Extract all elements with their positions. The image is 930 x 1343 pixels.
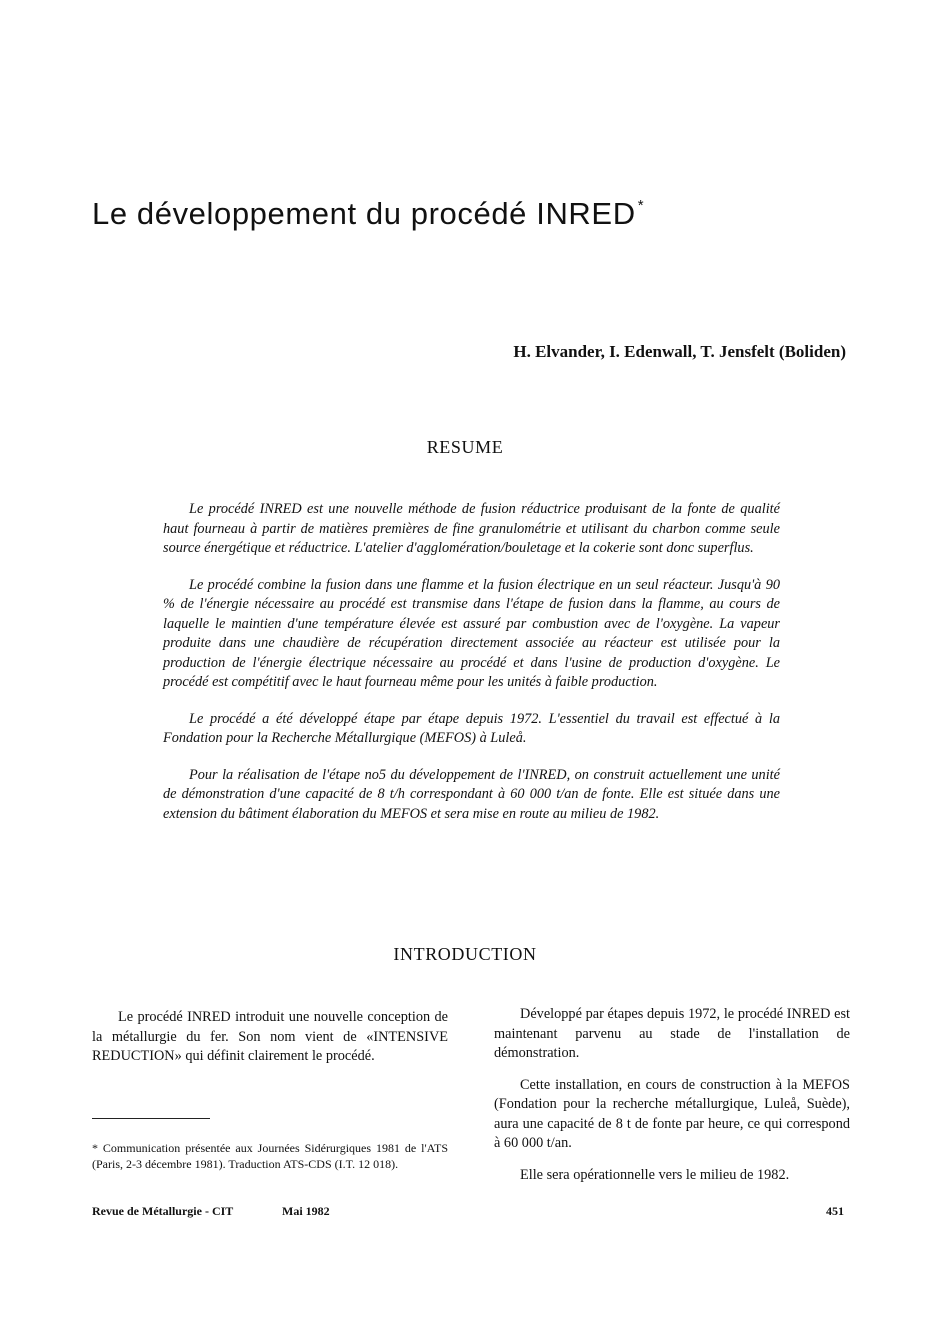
resume-paragraph: Le procédé combine la fusion dans une flamme et la fusion électrique en un seul réacteur. Jusqu'à 90 % de l'énergie nécessaire au procédé est transmise dans l'étape de fusion dans la flamme, au cours de laquelle le maintien d'une température élevée est assuré par combustion avec de l'oxygène. La vapeur produite dans une chaudière de récupération directement associée au réacteur est utilisée pour la production de l'énergie électrique nécessaire au procédé et dans l'usine de production d'oxygène. Le procédé est compétitif avec le haut fourneau même pour les unités à faible production. [163,576,780,690]
footnote-marker: * [637,197,645,214]
introduction-paragraph: Le procédé INRED introduit une nouvelle conception de la métallurgie du fer. Son nom vient de «INTENSIVE REDUCTION» qui définit clairement le procédé. [92,1009,448,1064]
footer-page-number: 451 [826,1204,844,1218]
resume-abstract [163,500,780,841]
resume-heading: RESUME [426,437,504,457]
introduction-left-column [92,1008,448,1079]
authors-line: H. Elvander, I. Edenwall, T. Jensfelt (Boliden) [513,342,846,361]
resume-paragraph: Le procédé INRED est une nouvelle méthode de fusion réductrice produisant de la fonte de qualité haut fourneau à partir de matières premières de fine granulométrie et utilisant du charbon comme seule source énergétique et réductrice. L'atelier d'agglomération/bouletage et la cokerie sont donc superflus. [163,501,780,556]
paper-title [92,196,644,232]
introduction-right-column [494,1005,850,1197]
footnote-text: * Communication présentée aux Journées Sidérurgiques 1981 de l'ATS (Paris, 2-3 décembre 1981). Traduction ATS-CDS (I.T. 12 018). [92,1141,448,1171]
introduction-paragraph: Développé par étapes depuis 1972, le procédé INRED est maintenant parvenu au stade de l'installation de démonstration. [494,1006,850,1061]
footer-issue-date: Mai 1982 [282,1204,330,1218]
resume-paragraph: Pour la réalisation de l'étape no5 du développement de l'INRED, on construit actuellement une unité de démonstration d'une capacité de 8 t/h correspondant à 60 000 t/an de fonte. Elle est située dans une extension du bâtiment élaboration du MEFOS et sera mise en route au milieu de 1982. [163,766,780,822]
footnote-divider [92,1118,210,1119]
introduction-paragraph: Elle sera opérationnelle vers le milieu de 1982. [520,1166,790,1183]
title-text: Le développement du procédé INRED [92,196,636,231]
introduction-heading: INTRODUCTION [393,944,537,964]
resume-paragraph: Le procédé a été développé étape par étape depuis 1972. L'essentiel du travail est effectué à la Fondation pour la Recherche Métallurgique (MEFOS) à Luleå. [163,710,780,746]
introduction-paragraph: Cette installation, en cours de construction à la MEFOS (Fondation pour la recherche métallurgique, Luleå, Suède), aura une capacité de 8 t de fonte par heure, ce qui correspond à 60 000 t/an. [494,1076,850,1151]
footer-journal-name: Revue de Métallurgie - CIT [92,1204,234,1218]
